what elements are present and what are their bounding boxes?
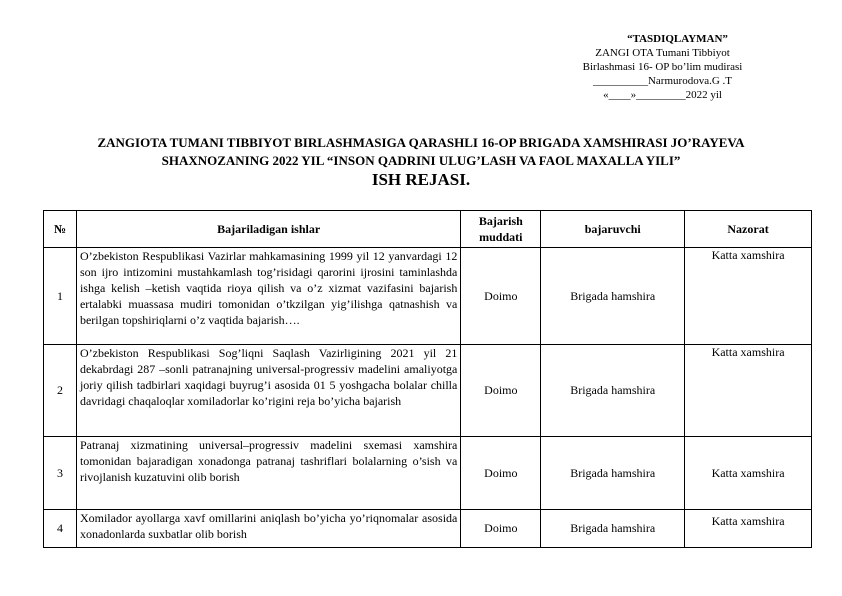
table-header-row: [44, 211, 812, 248]
work-plan-table: [43, 210, 812, 548]
row-number: 1: [44, 248, 77, 345]
approval-signature-line: __________Narmurodova.G .T: [592, 75, 732, 87]
table-row: [44, 510, 812, 548]
document-subtitle: ISH REJASI.: [371, 170, 471, 189]
header-task: Bajariladigan ishlar: [76, 211, 460, 248]
row-control: Katta xamshira: [685, 345, 812, 437]
row-deadline: Doimo: [461, 510, 541, 548]
document-title: [40, 134, 802, 170]
approval-date-line: «____»_________2022 yil: [603, 89, 722, 101]
document-title-line-1: ZANGIOTA TUMANI TIBBIYOT BIRLASHMASIGA QARASHLI 16-OP BRIGADA XAMSHIRASI JO’RAYEVA: [97, 135, 745, 150]
header-executor: bajaruvchi: [541, 211, 685, 248]
row-number: 2: [44, 345, 77, 437]
row-task: Patranaj xizmatining universal–progressiv madelini sxemasi xamshira tomonidan bajaradigan xonadonga patranaj tashriflari bolalarning o’sish va rivojlanish kuzatuvini olib borish: [76, 437, 460, 510]
row-executor: Brigada hamshira: [541, 345, 685, 437]
table-row: [44, 345, 812, 437]
header-number: №: [44, 211, 77, 248]
header-deadline: [461, 211, 541, 248]
header-control: Nazorat: [685, 211, 812, 248]
table-row: [44, 437, 812, 510]
row-number: 3: [44, 437, 77, 510]
approval-block: [560, 32, 765, 102]
row-task: Xomilador ayollarga xavf omillarini aniqlash bo’yicha yo’riqnomalar asosida xonadonlarda suxbatlar olib borish: [76, 510, 460, 548]
row-executor: Brigada hamshira: [541, 248, 685, 345]
row-task: O’zbekiston Respublikasi Vazirlar mahkamasining 1999 yil 12 yanvardagi 12 son ijro intizomini mustahkamlash tog’risidagi qarorini ijrosini taminlashda ishga kelish –ketish vaqtida rioya qilish va o’z xizmat vazifasini bajarish ertalabki muassasa mudiri tomonidan o’tkzilgan yig’ilishga qatnashish va berilgan topshiriqlarni o’z vaqtida bajarish….: [76, 248, 460, 345]
row-control: Katta xamshira: [685, 437, 812, 510]
row-executor: Brigada hamshira: [541, 510, 685, 548]
approval-title: “TASDIQLAYMAN”: [627, 33, 728, 45]
row-deadline: Doimo: [461, 437, 541, 510]
row-deadline: Doimo: [461, 248, 541, 345]
row-executor: Brigada hamshira: [541, 437, 685, 510]
row-task: O’zbekiston Respublikasi Sog’liqni Saqlash Vazirligining 2021 yil 21 dekabrdagi 287 –sonli patranajning universal-progressiv madelini amaliyotga joriy qilish tadbirlari xaqidagi buyrug’i asosida 01 5 yoshgacha bolalar chilla davridagi chaqaloqlar xomiladorlar ko’rigini reja bo’yicha bajarish: [76, 345, 460, 437]
header-deadline-line-2: muddati: [479, 230, 523, 244]
row-control: Katta xamshira: [685, 510, 812, 548]
row-number: 4: [44, 510, 77, 548]
header-deadline-line-1: Bajarish: [478, 214, 523, 228]
document-title-line-2: SHAXNOZANING 2022 YIL “INSON QADRINI ULUG’LASH VA FAOL MAXALLA YILI”: [161, 153, 681, 168]
row-control: Katta xamshira: [685, 248, 812, 345]
approval-line-2: Birlashmasi 16- OP bo’lim mudirasi: [582, 61, 743, 73]
table-row: [44, 248, 812, 345]
approval-line-1: ZANGI OTA Tumani Tibbiyot: [595, 47, 730, 59]
row-deadline: Doimo: [461, 345, 541, 437]
